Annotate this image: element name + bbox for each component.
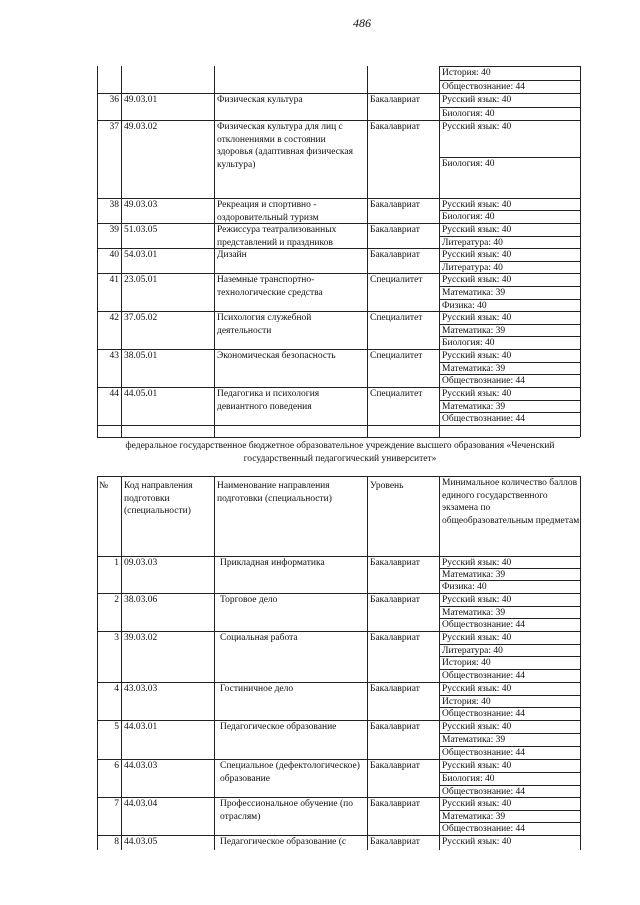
- subject-score: Русский язык: 40: [442, 313, 512, 323]
- subject-score: Обществознание: 44: [442, 671, 525, 681]
- direction-code: 49.03.03: [124, 200, 158, 210]
- subject-score: Обществознание: 44: [442, 709, 525, 719]
- direction-name: Специальное (дефектологическое) образование: [220, 761, 360, 784]
- direction-name: Гостиничное дело: [220, 684, 294, 694]
- subject-score: Обществознание: 44: [442, 748, 525, 758]
- university-title: федеральное государственное бюджетное образовательное учреждение высшего образования «Чеченский государственный педагогический университет»: [125, 441, 555, 464]
- level: Бакалавриат: [370, 558, 420, 568]
- column-border: [121, 66, 122, 437]
- direction-name: Психология служебной деятельности: [217, 313, 312, 336]
- subject-score: Русский язык: 40: [442, 225, 512, 235]
- direction-code: 38.05.01: [124, 351, 158, 361]
- level: Бакалавриат: [370, 200, 420, 210]
- subject-score: Биология: 40: [442, 338, 495, 348]
- row-number: 2: [114, 595, 119, 605]
- subject-score: Русский язык: 40: [442, 633, 512, 643]
- subject-score: Литература: 40: [442, 263, 503, 273]
- subject-score: История: 40: [442, 697, 491, 707]
- direction-name: Экономическая безопасность: [217, 351, 336, 361]
- row-number: 41: [109, 275, 119, 285]
- subject-score: Русский язык: 40: [442, 95, 512, 105]
- direction-code: 49.03.01: [124, 95, 158, 105]
- subject-score: Обществознание: 44: [442, 787, 525, 797]
- direction-code: 44.03.01: [124, 722, 158, 732]
- direction-name: Профессиональное обучение (по отраслям): [220, 799, 353, 822]
- header-code: Код направления подготовки (специальности): [124, 481, 193, 516]
- header-level: Уровень: [370, 481, 404, 491]
- subject-score: Биология: 40: [442, 774, 495, 784]
- level: Бакалавриат: [370, 722, 420, 732]
- subject-score: Русский язык: 40: [442, 200, 512, 210]
- direction-name: Торговое дело: [220, 595, 278, 605]
- subject-score: Литература: 40: [442, 238, 503, 248]
- row-number: 1: [114, 558, 119, 568]
- subject-score: Физика: 40: [442, 582, 487, 592]
- column-border: [214, 66, 215, 437]
- direction-name: Социальная работа: [220, 633, 298, 643]
- row-number: 5: [114, 722, 119, 732]
- row-number: 36: [109, 95, 119, 105]
- subject-score: Физика: 40: [442, 301, 487, 311]
- direction-name: Режиссура театрализованных представлений и праздников: [217, 225, 337, 248]
- level: Специалитет: [370, 275, 423, 285]
- level: Бакалавриат: [370, 595, 420, 605]
- direction-code: 23.05.01: [124, 275, 158, 285]
- subject-score: Русский язык: 40: [442, 722, 512, 732]
- row-number: 3: [114, 633, 119, 643]
- direction-name: Педагогика и психология девиантного поведения: [217, 389, 320, 412]
- direction-name: Физическая культура для лиц с отклонениями в состоянии здоровья (адаптивная физическая культура): [217, 122, 353, 170]
- direction-name: Педагогическое образование (с: [220, 837, 347, 847]
- column-border: [367, 66, 368, 437]
- header-min-score: Минимальное количество баллов единого государственного экзамена по общеобразовательным предметам: [442, 478, 580, 526]
- direction-code: 39.03.02: [124, 633, 158, 643]
- row-number: 6: [114, 761, 119, 771]
- subject-score: Русский язык: 40: [442, 275, 512, 285]
- column-border: [367, 476, 368, 850]
- level: Бакалавриат: [370, 122, 420, 132]
- row-border: [97, 425, 580, 426]
- direction-code: 44.03.03: [124, 761, 158, 771]
- direction-code: 54.03.01: [124, 250, 158, 260]
- page-number: 486: [353, 16, 371, 30]
- direction-name: Дизайн: [217, 250, 247, 260]
- subject-score: Биология: 40: [442, 212, 495, 222]
- subject-score: Русский язык: 40: [442, 351, 512, 361]
- header-name: Наименование направления подготовки (специальности): [217, 481, 332, 504]
- subject-score: Математика: 39: [442, 735, 506, 745]
- row-number: 40: [109, 250, 119, 260]
- level: Бакалавриат: [370, 761, 420, 771]
- direction-code: 44.03.04: [124, 799, 158, 809]
- row-number: 44: [109, 389, 119, 399]
- direction-name: Прикладная информатика: [220, 558, 325, 568]
- direction-code: 44.05.01: [124, 389, 158, 399]
- column-border: [97, 476, 98, 850]
- subject-score: Русский язык: 40: [442, 799, 512, 809]
- column-border: [214, 476, 215, 850]
- direction-code: 37.05.02: [124, 313, 158, 323]
- subject-score: Биология: 40: [442, 159, 495, 169]
- level: Специалитет: [370, 389, 423, 399]
- subject-score: Русский язык: 40: [442, 122, 512, 132]
- level: Специалитет: [370, 313, 423, 323]
- column-border: [97, 66, 98, 437]
- row-number: 8: [114, 837, 119, 847]
- level: Бакалавриат: [370, 633, 420, 643]
- subject-score: История: 40: [442, 68, 491, 78]
- level: Бакалавриат: [370, 250, 420, 260]
- subject-score: Обществознание: 44: [442, 376, 525, 386]
- direction-code: 43.03.03: [124, 684, 158, 694]
- subject-score: Математика: 39: [442, 288, 506, 298]
- subject-score: История: 40: [442, 658, 491, 668]
- level: Специалитет: [370, 351, 423, 361]
- subject-score: Математика: 39: [442, 402, 506, 412]
- subject-score: Русский язык: 40: [442, 250, 512, 260]
- row-number: 38: [109, 200, 119, 210]
- subject-score: Обществознание: 44: [442, 824, 525, 834]
- subject-score: Математика: 39: [442, 608, 506, 618]
- direction-code: 49.03.02: [124, 122, 158, 132]
- direction-name: Физическая культура: [217, 95, 303, 105]
- row-border: [97, 437, 580, 438]
- direction-code: 51.03.05: [124, 225, 158, 235]
- subject-score: Математика: 39: [442, 364, 506, 374]
- level: Бакалавриат: [370, 837, 420, 847]
- subject-score: Русский язык: 40: [442, 761, 512, 771]
- direction-name: Наземные транспортно-технологические средства: [217, 275, 323, 298]
- column-border: [121, 476, 122, 850]
- subject-score: Математика: 39: [442, 812, 506, 822]
- header-num: №: [99, 481, 109, 491]
- subject-score: Русский язык: 40: [442, 684, 512, 694]
- row-number: 42: [109, 313, 119, 323]
- row-number: 43: [109, 351, 119, 361]
- subject-score: Обществознание: 44: [442, 82, 525, 92]
- level: Бакалавриат: [370, 684, 420, 694]
- subject-score: Биология: 40: [442, 109, 495, 119]
- subject-score: Обществознание: 44: [442, 414, 525, 424]
- subject-divider: [439, 80, 580, 81]
- column-border: [439, 66, 440, 437]
- direction-name: Педагогическое образование: [220, 722, 337, 732]
- subject-score: Литература: 40: [442, 646, 503, 656]
- row-number: 7: [114, 799, 119, 809]
- subject-score: Обществознание: 44: [442, 620, 525, 630]
- direction-name: Рекреация и спортивно - оздоровительный туризм: [217, 200, 319, 223]
- subject-score: Русский язык: 40: [442, 558, 512, 568]
- subject-score: Русский язык: 40: [442, 837, 512, 847]
- level: Бакалавриат: [370, 95, 420, 105]
- direction-code: 38.03.06: [124, 595, 158, 605]
- row-number: 4: [114, 684, 119, 694]
- subject-score: Русский язык: 40: [442, 389, 512, 399]
- column-border: [580, 476, 581, 850]
- subject-score: Русский язык: 40: [442, 595, 512, 605]
- column-border: [580, 66, 581, 437]
- direction-code: 09.03.03: [124, 558, 158, 568]
- level: Бакалавриат: [370, 799, 420, 809]
- direction-code: 44.03.05: [124, 837, 158, 847]
- row-number: 37: [109, 122, 119, 132]
- level: Бакалавриат: [370, 225, 420, 235]
- subject-score: Математика: 39: [442, 326, 506, 336]
- subject-score: Математика: 39: [442, 570, 506, 580]
- row-number: 39: [109, 225, 119, 235]
- column-border: [439, 476, 440, 850]
